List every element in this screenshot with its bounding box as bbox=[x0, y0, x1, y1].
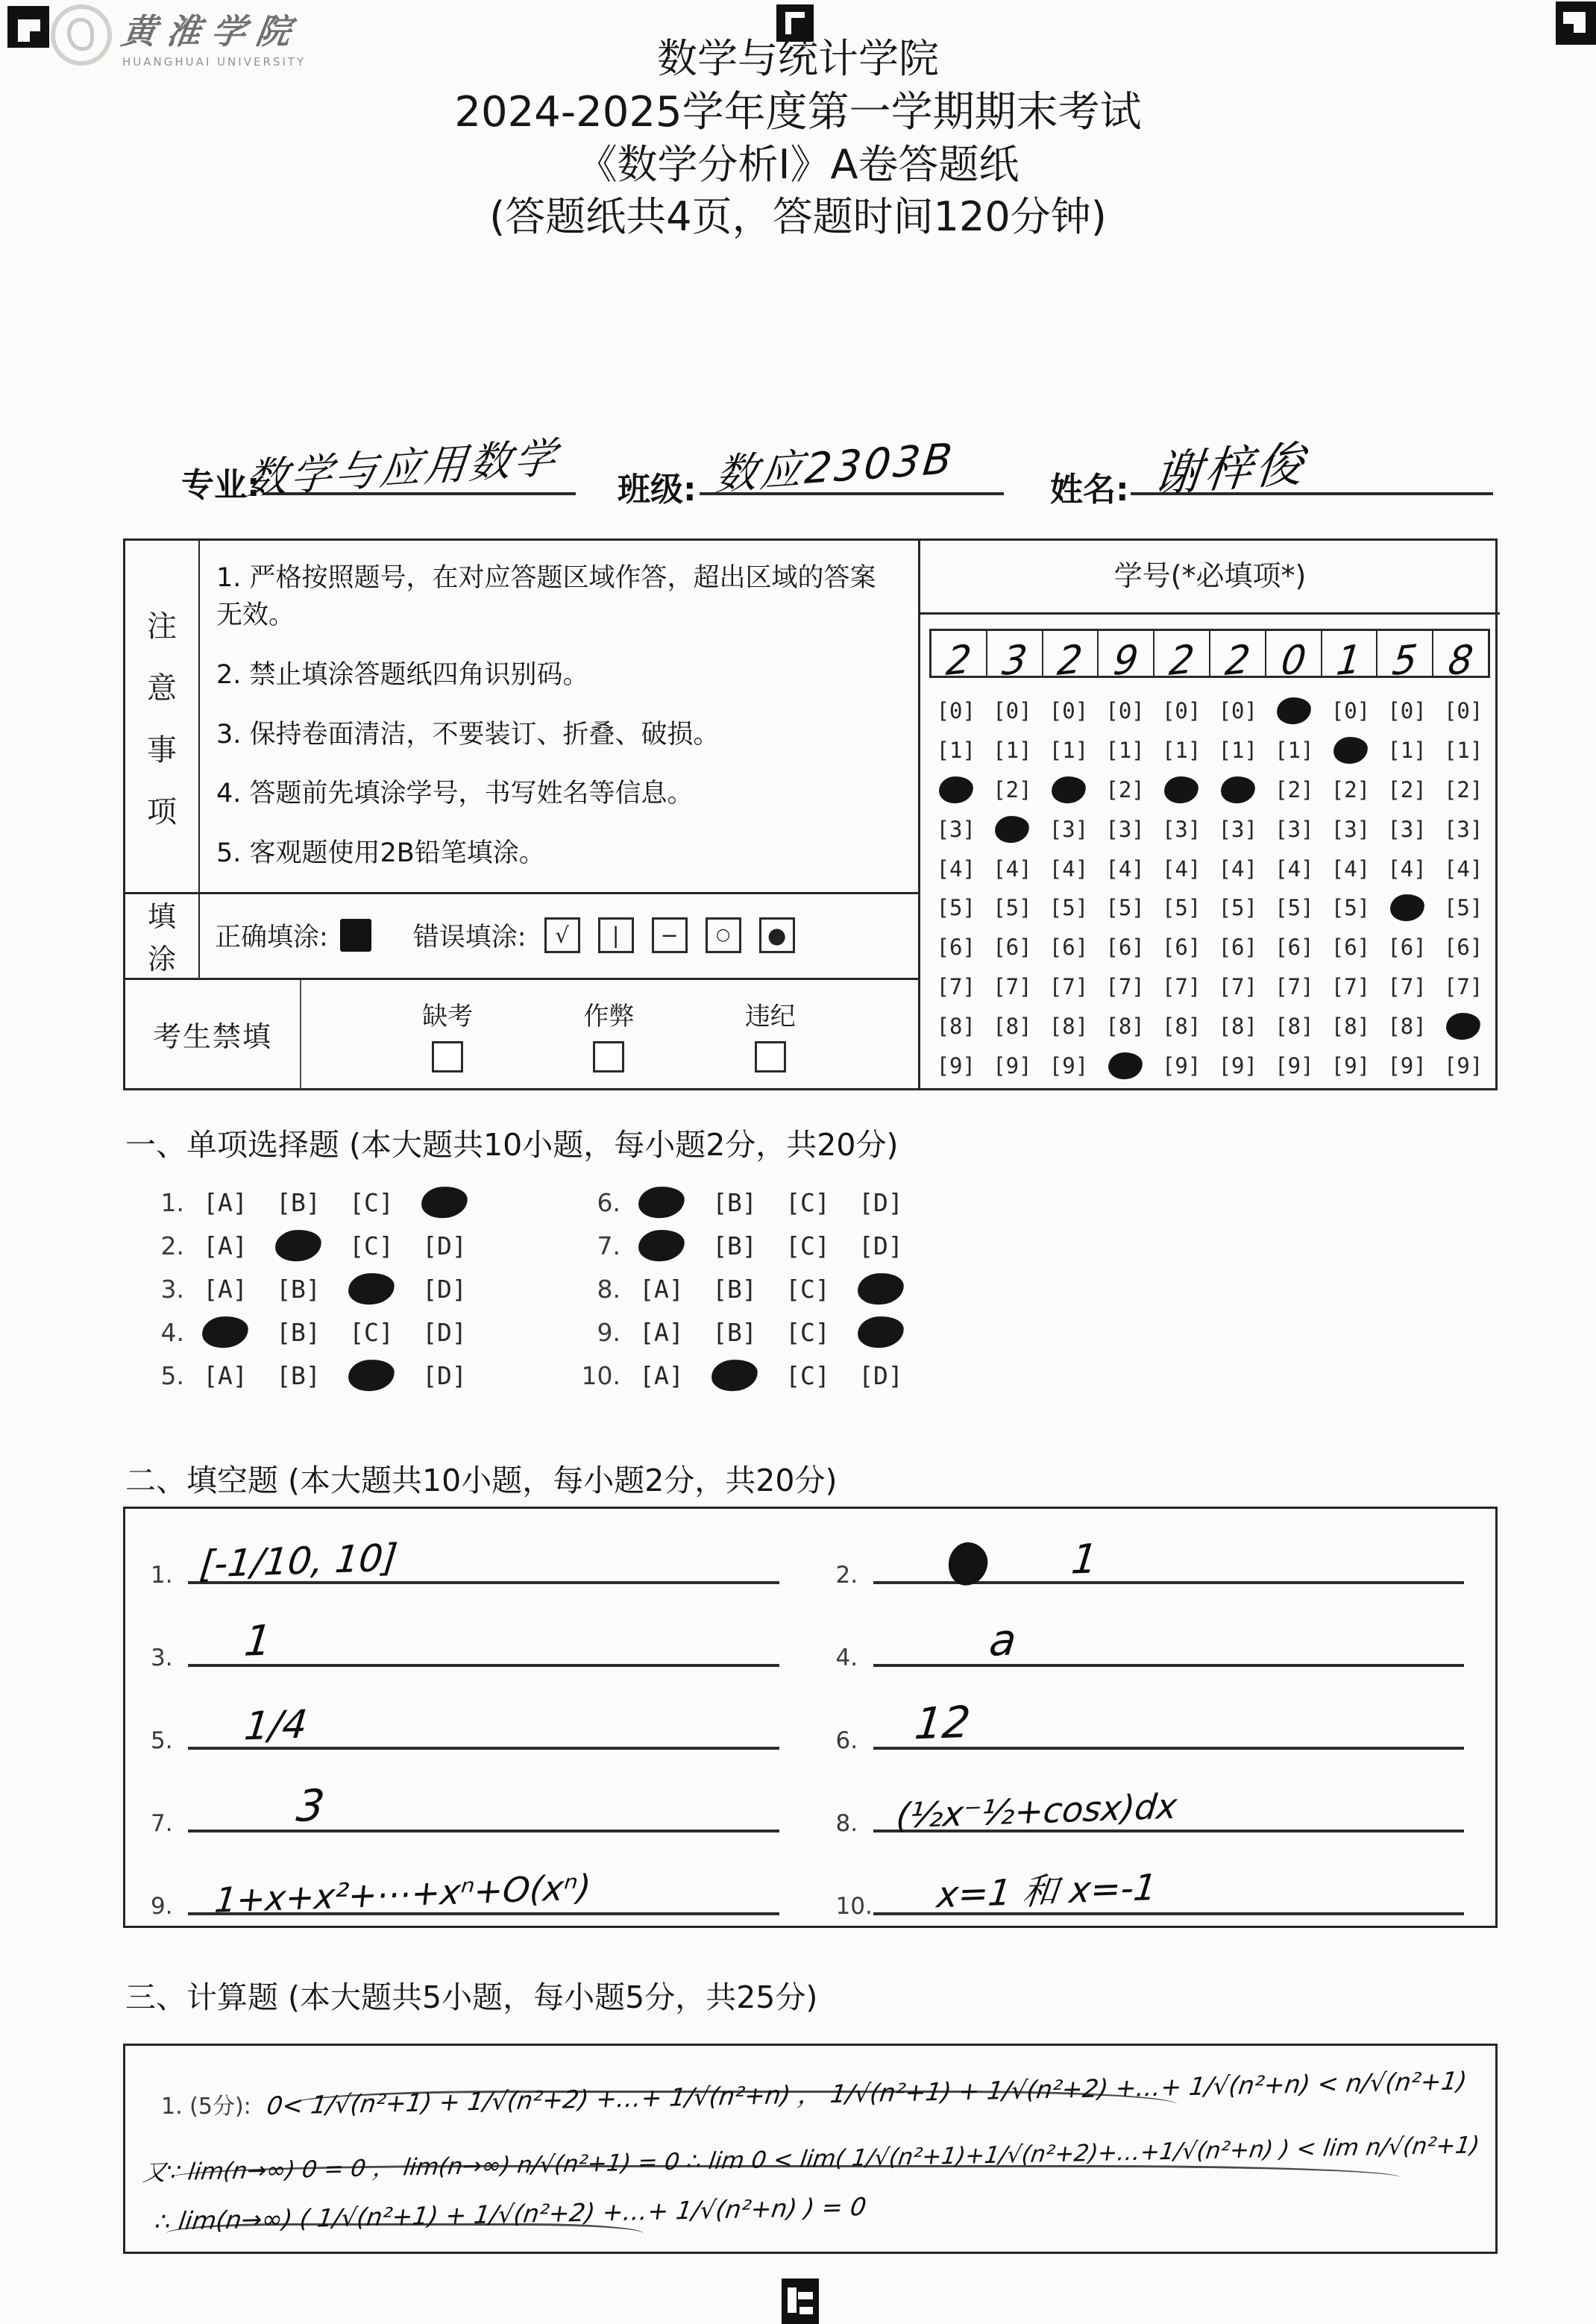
id-digit-handwritten: 9 bbox=[1111, 636, 1141, 685]
mc-question-row bbox=[574, 1181, 929, 1224]
fill-blank-box bbox=[123, 1507, 1498, 1928]
id-bubble[interactable]: [7] bbox=[1275, 973, 1314, 999]
absent-checkbox[interactable] bbox=[432, 1041, 463, 1073]
mc-option-filled[interactable] bbox=[637, 1230, 686, 1261]
filling-examples bbox=[215, 892, 916, 978]
id-bubble[interactable]: [8] bbox=[1330, 1013, 1371, 1039]
mc-option[interactable]: [B] bbox=[712, 1274, 757, 1304]
page-title-course: 《数学分析Ⅰ》A卷答题纸 bbox=[576, 141, 1020, 188]
mc-question-row bbox=[574, 1267, 929, 1310]
id-bubble[interactable]: [4] bbox=[936, 855, 975, 882]
id-bubble[interactable]: [3] bbox=[936, 816, 975, 842]
id-digit-handwritten: 1 bbox=[1334, 636, 1364, 685]
wrong-mark-dash: − bbox=[652, 917, 688, 953]
blank-cell-5 bbox=[125, 1679, 811, 1762]
id-bubble-filled[interactable] bbox=[1040, 770, 1097, 810]
mc-question-number: 6. bbox=[597, 1187, 621, 1217]
mc-option[interactable]: [D] bbox=[858, 1231, 903, 1260]
mc-option-filled[interactable] bbox=[420, 1187, 469, 1218]
filling-label-char: 涂 bbox=[147, 942, 176, 976]
mc-option[interactable]: [A] bbox=[639, 1274, 684, 1304]
id-bubble[interactable]: [3] bbox=[1443, 816, 1483, 842]
id-bubble[interactable]: [9] bbox=[1330, 1052, 1371, 1078]
blank-number: 9. bbox=[151, 1893, 173, 1920]
blank-answer-handwritten: 1 bbox=[1069, 1535, 1100, 1583]
mc-option[interactable]: [D] bbox=[858, 1187, 903, 1217]
id-bubble[interactable]: [0] bbox=[936, 698, 975, 724]
blank-answer-handwritten: 1 bbox=[242, 1616, 274, 1666]
blank-line[interactable] bbox=[873, 1664, 1465, 1667]
mc-option-filled[interactable] bbox=[347, 1360, 396, 1391]
notice-label-char: 项 bbox=[147, 794, 177, 829]
id-bubble[interactable]: [7] bbox=[1387, 973, 1427, 999]
mc-option[interactable]: [C] bbox=[785, 1317, 830, 1347]
id-bubble[interactable]: [0] bbox=[993, 698, 1032, 724]
id-digit-cell[interactable] bbox=[1432, 631, 1488, 685]
mc-question-row bbox=[138, 1310, 493, 1354]
name-handwritten-value: 谢梓俊 bbox=[1151, 436, 1310, 503]
blank-cell-3 bbox=[125, 1596, 811, 1679]
mc-option[interactable]: [B] bbox=[712, 1231, 757, 1260]
mc-option[interactable]: [A] bbox=[639, 1317, 684, 1347]
blank-cell-10 bbox=[811, 1844, 1496, 1927]
id-bubble[interactable]: [6] bbox=[936, 935, 975, 961]
blank-line[interactable] bbox=[188, 1664, 779, 1667]
blank-answer-handwritten: 3 bbox=[294, 1780, 327, 1832]
id-bubble[interactable]: [8] bbox=[1161, 1013, 1201, 1039]
wrong-filling-label: 错误填涂: bbox=[412, 922, 527, 952]
id-digit-cell[interactable] bbox=[1042, 631, 1098, 685]
id-bubble[interactable]: [2] bbox=[1330, 776, 1371, 803]
computation-box[interactable] bbox=[123, 2044, 1498, 2254]
id-bubble[interactable]: [2] bbox=[1275, 776, 1314, 803]
id-bubble[interactable]: [4] bbox=[1443, 855, 1483, 882]
notice-label bbox=[125, 541, 198, 892]
id-bubble[interactable]: [0] bbox=[1387, 698, 1427, 724]
id-bubble-filled[interactable] bbox=[1097, 1046, 1154, 1085]
mc-question-number: 2. bbox=[160, 1231, 184, 1260]
id-bubble[interactable]: [7] bbox=[993, 973, 1032, 999]
blank-cell-7 bbox=[125, 1762, 811, 1844]
mc-option[interactable]: [A] bbox=[639, 1360, 684, 1390]
mc-option-filled[interactable] bbox=[856, 1316, 905, 1348]
mc-option[interactable]: [B] bbox=[712, 1187, 757, 1217]
id-bubble-grid bbox=[928, 691, 1492, 1085]
id-digit-cell[interactable] bbox=[931, 631, 986, 685]
mc-option[interactable]: [B] bbox=[276, 1317, 321, 1347]
mc-option-filled[interactable] bbox=[347, 1273, 396, 1304]
id-bubble[interactable]: [5] bbox=[936, 895, 975, 921]
id-bubble[interactable]: [7] bbox=[1443, 973, 1483, 999]
id-bubble-filled[interactable] bbox=[1435, 1006, 1492, 1046]
wrong-mark-circle: ○ bbox=[706, 917, 741, 953]
work-line-2: 又∵ lim(n→∞) 0 = 0 ， lim(n→∞) n/√(n²+1) = 0 ∴ lim 0 < lim( 1/√(n²+1)+1/√(n²+2)+…+1/√(n²+n) ) < lim n/√(n²+1) bbox=[141, 2132, 1481, 2187]
notice-label-char: 意 bbox=[147, 670, 177, 706]
wrong-mark-bar: | bbox=[598, 917, 634, 953]
id-bubble[interactable]: [1] bbox=[1218, 738, 1257, 764]
blank-number: 7. bbox=[151, 1810, 173, 1837]
id-bubble[interactable]: [5] bbox=[1049, 895, 1089, 921]
id-bubble[interactable]: [2] bbox=[993, 776, 1032, 803]
wrong-mark-check: √ bbox=[544, 917, 580, 953]
blank-answer-handwritten: 1+x+x²+⋯+xⁿ+O(xⁿ) bbox=[213, 1867, 593, 1921]
id-digit-handwritten: 3 bbox=[999, 636, 1029, 685]
student-info-row bbox=[0, 430, 1596, 509]
violation-label: 违纪 bbox=[744, 1002, 796, 1031]
id-bubble[interactable]: [6] bbox=[1275, 935, 1314, 961]
id-bubble-filled[interactable] bbox=[1322, 731, 1379, 770]
id-bubble[interactable]: [1] bbox=[993, 738, 1032, 764]
id-bubble[interactable]: [0] bbox=[1105, 698, 1145, 724]
class-label: 班级: bbox=[618, 471, 697, 509]
id-bubble[interactable]: [1] bbox=[1443, 738, 1483, 764]
id-bubble[interactable]: [6] bbox=[1105, 935, 1145, 961]
mc-option[interactable]: [C] bbox=[349, 1317, 394, 1347]
id-bubble[interactable]: [3] bbox=[1161, 816, 1201, 842]
mc-col-left bbox=[138, 1181, 493, 1397]
blank-number: 1. bbox=[151, 1562, 173, 1589]
id-bubble-column bbox=[1210, 691, 1266, 1085]
id-bubble[interactable]: [7] bbox=[1049, 973, 1089, 999]
id-bubble[interactable]: [4] bbox=[1049, 855, 1089, 882]
class-handwritten-value: 数应2303B bbox=[713, 434, 958, 500]
id-bubble[interactable]: [5] bbox=[1218, 895, 1257, 921]
mc-option[interactable]: [A] bbox=[203, 1187, 248, 1217]
mc-option[interactable]: [A] bbox=[203, 1231, 248, 1260]
id-bubble-column bbox=[1040, 691, 1097, 1085]
work-line-1: 0< 1/√(n²+1) + 1/√(n²+2) +…+ 1/√(n²+n) ， 1/√(n²+1) + 1/√(n²+2) +…+ 1/√(n²+n) < n/√(n²+1) bbox=[265, 2066, 1469, 2120]
id-bubble[interactable]: [3] bbox=[1330, 816, 1371, 842]
id-bubble[interactable]: [8] bbox=[993, 1013, 1032, 1039]
major-handwritten-value: 数学与应用数学 bbox=[243, 433, 562, 505]
id-bubble-column bbox=[1266, 691, 1323, 1085]
page-title-term: 2024-2025学年度第一学期期末考试 bbox=[454, 88, 1142, 136]
id-bubble[interactable]: [5] bbox=[1161, 895, 1201, 921]
id-bubble-filled[interactable] bbox=[1153, 770, 1210, 810]
blank-number: 4. bbox=[835, 1645, 858, 1671]
id-bubble[interactable]: [1] bbox=[1049, 738, 1089, 764]
id-digit-cell[interactable] bbox=[986, 631, 1042, 685]
blank-cell-1 bbox=[125, 1513, 811, 1596]
name-label: 姓名: bbox=[1050, 471, 1129, 509]
id-digit-handwritten: 5 bbox=[1390, 636, 1420, 685]
id-bubble[interactable]: [4] bbox=[1275, 855, 1314, 882]
id-bubble[interactable]: [4] bbox=[1105, 855, 1145, 882]
id-bubble[interactable]: [7] bbox=[936, 973, 975, 999]
id-bubble[interactable]: [9] bbox=[936, 1052, 975, 1078]
id-bubble[interactable]: [4] bbox=[993, 855, 1032, 882]
id-bubble[interactable]: [6] bbox=[1218, 935, 1257, 961]
mc-question-row bbox=[138, 1267, 493, 1310]
mc-question-row bbox=[574, 1310, 929, 1354]
registration-mark-bottom-center bbox=[782, 2279, 819, 2324]
blank-cell-2 bbox=[811, 1513, 1496, 1596]
info-table bbox=[123, 538, 1498, 1090]
id-bubble[interactable]: [0] bbox=[1161, 698, 1201, 724]
major-label: 专业: bbox=[181, 466, 260, 504]
violation-checkbox[interactable] bbox=[755, 1041, 786, 1073]
id-bubble-filled[interactable] bbox=[984, 809, 1041, 849]
student-id-title: 学号(*必填项*) bbox=[1113, 559, 1307, 592]
id-bubble[interactable]: [3] bbox=[1105, 816, 1145, 842]
notice-items bbox=[216, 545, 899, 888]
absent-group bbox=[422, 996, 473, 1073]
mc-option[interactable]: [B] bbox=[712, 1317, 757, 1347]
mc-option[interactable]: [D] bbox=[858, 1360, 903, 1390]
blank-answer-handwritten: x=1 和 x=-1 bbox=[934, 1866, 1159, 1917]
mc-option[interactable]: [C] bbox=[785, 1187, 830, 1217]
notice-item: 3. 保持卷面清洁，不要装订、折叠、破损。 bbox=[216, 719, 720, 750]
id-bubble[interactable]: [6] bbox=[1330, 935, 1371, 961]
blank-answer-handwritten: a bbox=[986, 1614, 1019, 1666]
university-name-en: HUANGHUAI UNIVERSITY bbox=[122, 55, 307, 69]
blank-cell-9 bbox=[125, 1844, 811, 1927]
id-bubble-filled[interactable] bbox=[1266, 691, 1323, 731]
id-digit-cell[interactable] bbox=[1321, 631, 1377, 685]
id-bubble[interactable]: [1] bbox=[1105, 738, 1145, 764]
id-bubble-column bbox=[1097, 691, 1154, 1085]
id-bubble[interactable]: [2] bbox=[1105, 776, 1145, 803]
id-bubble[interactable]: [4] bbox=[1161, 855, 1201, 882]
id-bubble[interactable]: [4] bbox=[1330, 855, 1371, 882]
mc-option[interactable]: [D] bbox=[422, 1317, 467, 1347]
id-bubble[interactable]: [6] bbox=[1443, 935, 1483, 961]
violation-group bbox=[745, 996, 796, 1073]
mc-question-number: 10. bbox=[581, 1360, 621, 1390]
id-digit-handwritten: 2 bbox=[1055, 636, 1085, 685]
id-bubble[interactable]: [1] bbox=[1387, 738, 1427, 764]
mc-question-number: 5. bbox=[160, 1360, 184, 1390]
work-line-3: ∴ lim(n→∞) ( 1/√(n²+1) + 1/√(n²+2) +…+ 1/√(n²+n) ) = 0 bbox=[153, 2191, 869, 2237]
mc-option-filled[interactable] bbox=[856, 1273, 905, 1304]
examiner-only-label: 考生禁填 bbox=[152, 1020, 272, 1053]
mc-option[interactable]: [C] bbox=[785, 1274, 830, 1304]
id-bubble[interactable]: [1] bbox=[936, 738, 975, 764]
id-bubble-column bbox=[1435, 691, 1492, 1085]
blank-answer-handwritten: [-1/10, 10] bbox=[198, 1536, 400, 1586]
id-bubble[interactable]: [8] bbox=[1275, 1013, 1314, 1039]
id-digit-cell[interactable] bbox=[1097, 631, 1153, 685]
page-title-meta: (答题纸共4页，答题时间120分钟) bbox=[489, 193, 1107, 240]
id-bubble-filled[interactable] bbox=[1379, 888, 1436, 928]
notice-item: 2. 禁止填涂答题纸四角识别码。 bbox=[216, 659, 589, 690]
id-bubble[interactable]: [9] bbox=[1387, 1052, 1427, 1078]
mc-question-number: 7. bbox=[597, 1231, 621, 1260]
mc-question-number: 3. bbox=[160, 1274, 184, 1304]
id-bubble[interactable]: [2] bbox=[1443, 776, 1483, 803]
mc-option-filled[interactable] bbox=[710, 1360, 759, 1391]
id-bubble[interactable]: [5] bbox=[1330, 895, 1371, 921]
mc-option[interactable]: [A] bbox=[203, 1274, 248, 1304]
id-bubble[interactable]: [1] bbox=[1275, 738, 1314, 764]
id-digit-handwritten: 0 bbox=[1278, 636, 1308, 685]
mc-option[interactable]: [D] bbox=[422, 1231, 467, 1260]
blank-number: 6. bbox=[835, 1727, 858, 1754]
correct-filling-label: 正确填涂: bbox=[215, 922, 328, 952]
filling-label-char: 填 bbox=[147, 899, 176, 933]
computation-q1-number: 1. (5分): bbox=[161, 2094, 251, 2120]
wrong-mark-dot: ● bbox=[759, 917, 795, 953]
id-bubble-column bbox=[1322, 691, 1379, 1085]
id-bubble[interactable]: [8] bbox=[1387, 1013, 1427, 1039]
id-digit-cell[interactable] bbox=[1376, 631, 1432, 685]
mc-question-number: 4. bbox=[160, 1317, 184, 1347]
id-bubble-filled[interactable] bbox=[1210, 770, 1266, 810]
id-digit-cell[interactable] bbox=[1153, 631, 1209, 685]
id-bubble[interactable]: [5] bbox=[993, 895, 1032, 921]
id-bubble[interactable]: [5] bbox=[1443, 895, 1483, 921]
id-bubble[interactable]: [8] bbox=[1218, 1013, 1257, 1039]
examiner-only-checkboxes bbox=[300, 978, 918, 1090]
id-bubble[interactable]: [7] bbox=[1218, 973, 1257, 999]
blank-cell-8 bbox=[811, 1762, 1496, 1844]
mc-option[interactable]: [B] bbox=[276, 1274, 321, 1304]
mc-answer-area bbox=[138, 1181, 1182, 1404]
cheating-group bbox=[583, 996, 634, 1073]
blank-line[interactable] bbox=[188, 1830, 779, 1832]
id-digit-cell[interactable] bbox=[1265, 631, 1321, 685]
mc-option[interactable]: [D] bbox=[422, 1360, 467, 1390]
blank-answer-handwritten: 1/4 bbox=[242, 1702, 310, 1750]
id-bubble[interactable]: [0] bbox=[1443, 698, 1483, 724]
notice-label-char: 注 bbox=[147, 609, 177, 644]
section2-title: 二、填空题 (本大题共10小题，每小题2分，共20分) bbox=[125, 1463, 838, 1498]
id-bubble-filled[interactable] bbox=[928, 770, 984, 810]
mc-question-row bbox=[574, 1354, 929, 1397]
id-bubble[interactable]: [6] bbox=[1387, 935, 1427, 961]
correct-filling-square bbox=[340, 919, 371, 952]
blank-number: 2. bbox=[835, 1562, 858, 1589]
mc-option-filled[interactable] bbox=[201, 1316, 250, 1348]
id-bubble[interactable]: [7] bbox=[1161, 973, 1201, 999]
mc-option-filled[interactable] bbox=[637, 1187, 686, 1218]
mc-question-number: 9. bbox=[597, 1317, 621, 1347]
blank-number: 10. bbox=[835, 1893, 873, 1920]
id-bubble[interactable]: [9] bbox=[993, 1052, 1032, 1078]
cheating-checkbox[interactable] bbox=[593, 1041, 624, 1073]
mc-option[interactable]: [C] bbox=[349, 1187, 394, 1217]
mc-option[interactable]: [D] bbox=[422, 1274, 467, 1304]
id-bubble[interactable]: [7] bbox=[1330, 973, 1371, 999]
id-bubble[interactable]: [0] bbox=[1218, 698, 1257, 724]
mc-option[interactable]: [C] bbox=[785, 1231, 830, 1260]
mc-question-number: 8. bbox=[597, 1274, 621, 1304]
id-bubble[interactable]: [5] bbox=[1105, 895, 1145, 921]
mc-option[interactable]: [A] bbox=[203, 1360, 248, 1390]
id-bubble[interactable]: [4] bbox=[1218, 855, 1257, 882]
notice-item: 1. 严格按照题号，在对应答题区域作答，超出区域的答案无效。 bbox=[216, 563, 876, 630]
blank-answer-handwritten: 12 bbox=[911, 1696, 973, 1750]
id-digit-handwritten: 8 bbox=[1445, 636, 1476, 685]
cheating-label: 作弊 bbox=[583, 1002, 635, 1031]
page-title-school: 数学与统计学院 bbox=[657, 35, 939, 82]
blank-cell-4 bbox=[811, 1596, 1496, 1679]
id-bubble[interactable]: [6] bbox=[1049, 935, 1089, 961]
id-bubble-column bbox=[1153, 691, 1210, 1085]
id-bubble[interactable]: [0] bbox=[1049, 698, 1089, 724]
mc-question-number: 1. bbox=[160, 1187, 184, 1217]
id-digit-handwritten: 2 bbox=[1222, 636, 1253, 685]
id-bubble-column bbox=[1379, 691, 1436, 1085]
notice-item: 4. 答题前先填涂学号，书写姓名等信息。 bbox=[216, 779, 694, 809]
id-bubble[interactable]: [8] bbox=[936, 1013, 975, 1039]
id-digit-handwritten: 2 bbox=[943, 636, 974, 685]
section1-title: 一、单项选择题 (本大题共10小题，每小题2分，共20分) bbox=[125, 1127, 899, 1163]
mc-option-filled[interactable] bbox=[274, 1230, 323, 1261]
mc-option[interactable]: [B] bbox=[276, 1187, 321, 1217]
mc-question-row bbox=[138, 1224, 493, 1267]
notice-item: 5. 客观题使用2B铅笔填涂。 bbox=[216, 838, 545, 869]
id-bubble[interactable]: [6] bbox=[1161, 935, 1201, 961]
blank-number: 8. bbox=[835, 1810, 858, 1837]
id-bubble[interactable]: [1] bbox=[1161, 738, 1201, 764]
id-digit-handwritten: 2 bbox=[1166, 636, 1197, 685]
id-digit-cell[interactable] bbox=[1209, 631, 1265, 685]
id-bubble[interactable]: [6] bbox=[993, 935, 1032, 961]
mc-option[interactable]: [C] bbox=[785, 1360, 830, 1390]
id-bubble[interactable]: [9] bbox=[1161, 1052, 1201, 1078]
id-bubble[interactable]: [3] bbox=[1387, 816, 1427, 842]
blank-number: 5. bbox=[151, 1727, 173, 1754]
mc-option[interactable]: [B] bbox=[276, 1360, 321, 1390]
mc-option[interactable]: [C] bbox=[349, 1231, 394, 1260]
id-bubble[interactable]: [9] bbox=[1218, 1052, 1257, 1078]
id-bubble-column bbox=[984, 691, 1041, 1085]
blank-answer-handwritten: (½x⁻½+cosx)dx bbox=[893, 1786, 1179, 1836]
id-bubble[interactable]: [5] bbox=[1275, 895, 1314, 921]
mc-question-row bbox=[574, 1224, 929, 1267]
id-bubble-column bbox=[928, 691, 984, 1085]
id-bubble[interactable]: [0] bbox=[1330, 698, 1371, 724]
mc-question-row bbox=[138, 1181, 493, 1224]
id-bubble[interactable]: [8] bbox=[1105, 1013, 1145, 1039]
id-bubble[interactable]: [9] bbox=[1049, 1052, 1089, 1078]
id-bubble[interactable]: [4] bbox=[1387, 855, 1427, 882]
mc-question-row bbox=[138, 1354, 493, 1397]
blank-cell-6 bbox=[811, 1679, 1496, 1762]
notice-label-char: 事 bbox=[147, 732, 177, 767]
id-bubble[interactable]: [8] bbox=[1049, 1013, 1089, 1039]
id-bubble[interactable]: [9] bbox=[1275, 1052, 1314, 1078]
absent-label: 缺考 bbox=[422, 1002, 474, 1031]
id-bubble[interactable]: [3] bbox=[1275, 816, 1314, 842]
id-digit-boxes bbox=[929, 629, 1490, 685]
mc-col-right bbox=[574, 1181, 929, 1397]
filling-label bbox=[125, 892, 198, 978]
id-bubble[interactable]: [2] bbox=[1387, 776, 1427, 803]
university-name-cn: 黄淮学院 bbox=[119, 11, 304, 51]
id-bubble[interactable]: [3] bbox=[1049, 816, 1089, 842]
id-bubble[interactable]: [3] bbox=[1218, 816, 1257, 842]
id-bubble[interactable]: [9] bbox=[1443, 1052, 1483, 1078]
id-bubble[interactable]: [7] bbox=[1105, 973, 1145, 999]
section3-title: 三、计算题 (本大题共5小题，每小题5分，共25分) bbox=[125, 1979, 818, 2015]
blank-number: 3. bbox=[151, 1645, 173, 1671]
